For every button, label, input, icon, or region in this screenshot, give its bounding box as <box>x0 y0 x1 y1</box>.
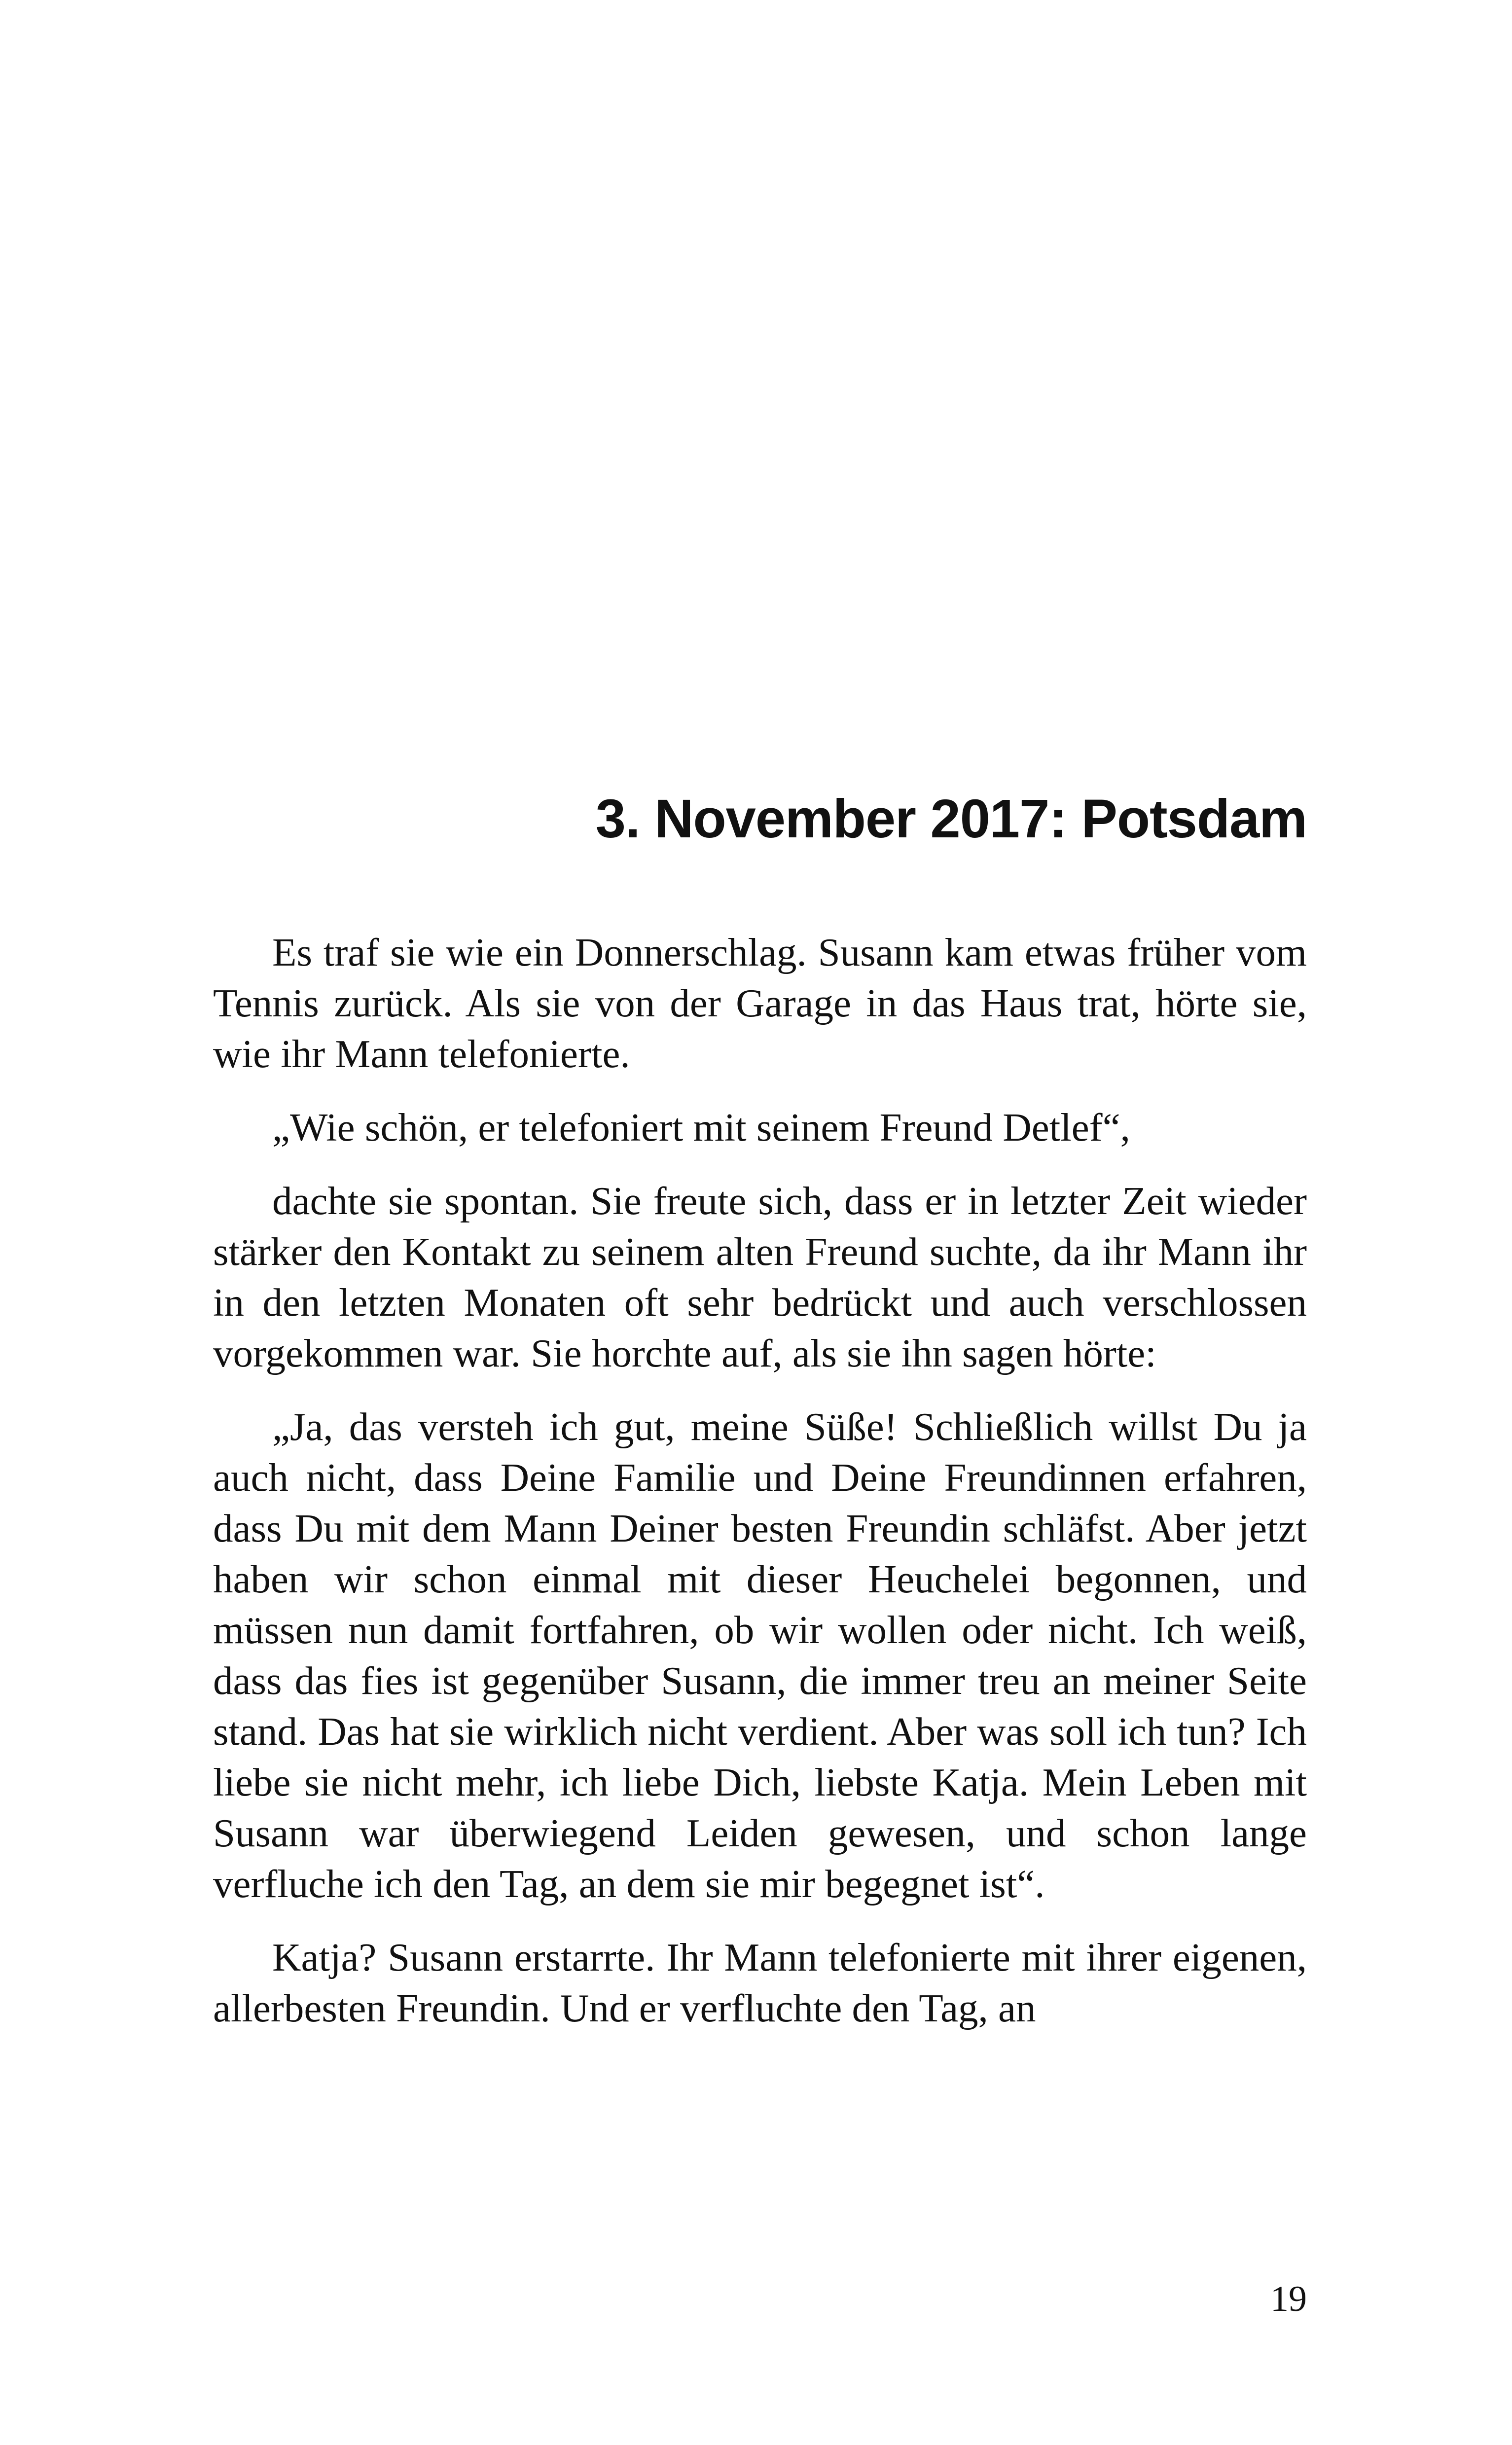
paragraph: „Ja, das versteh ich gut, meine Süße! Schließlich willst Du ja auch nicht, dass Deine Familie und Deine Freundinnen erfahren, dass Du mit dem Mann Deiner besten Freundin schläfst. Aber jetzt haben wir schon einmal mit dieser Heuchelei begonnen, und müssen nun damit fortfahren, ob wir wollen oder nicht. Ich weiß, dass das fies ist gegenüber Susann, die immer treu an meiner Seite stand. Das hat sie wirklich nicht verdient. Aber was soll ich tun? Ich liebe sie nicht mehr, ich liebe Dich, liebste Katja. Mein Leben mit Susann war überwiegend Leiden gewesen, und schon lange verfluche ich den Tag, an dem sie mir begegnet ist“. <box>213 1404 1307 1906</box>
paragraph: dachte sie spontan. Sie freute sich, dass er in letzter Zeit wieder stärker den Kontakt zu seinem alten Freund suchte, da ihr Mann ihr in den letzten Monaten oft sehr bedrückt und auch verschlossen vorgekommen war. Sie horchte auf, als sie ihn sagen hörte: <box>213 1179 1307 1375</box>
page-number: 19 <box>1270 2279 1307 2319</box>
paragraph: „Wie schön, er telefoniert mit seinem Freund Detlef“, <box>272 1105 1130 1150</box>
chapter-title: 3. November 2017: Potsdam <box>595 789 1307 849</box>
paragraph: Es traf sie wie ein Donnerschlag. Susann kam etwas früher vom Tennis zurück. Als sie von der Garage in das Haus trat, hörte sie, wie ihr Mann telefonierte. <box>213 930 1307 1076</box>
paragraph: Katja? Susann erstarrte. Ihr Mann telefonierte mit ihrer eigenen, allerbesten Freundin. Und er verfluchte den Tag, an <box>213 1935 1307 2030</box>
body-text <box>213 927 1307 2034</box>
